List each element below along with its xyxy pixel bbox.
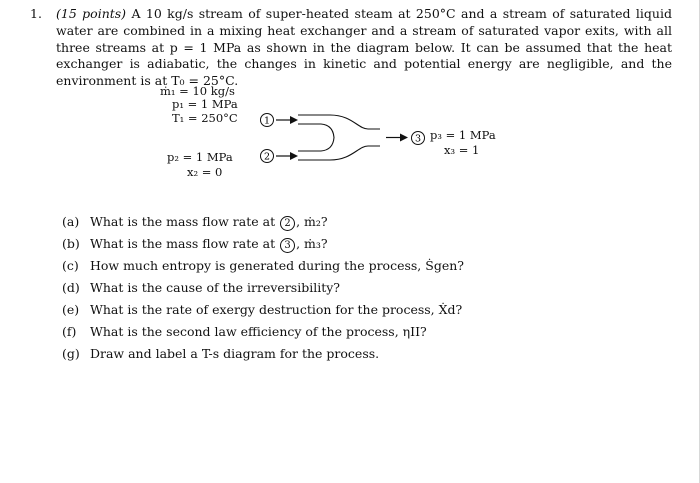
- question-b: [62, 233, 582, 255]
- question-g: [62, 343, 582, 365]
- question-c-tag: (c): [62, 258, 79, 273]
- question-d-text: What is the cause of the irreversibility?: [89, 280, 340, 295]
- question-d: [62, 277, 582, 299]
- stream2-pressure-label: p₂ = 1 MPa: [167, 150, 233, 164]
- question-b-tag: (b): [62, 236, 80, 251]
- question-d-tag: (d): [62, 280, 80, 295]
- question-f-text: What is the second law efficiency of the process, ηII?: [89, 324, 427, 339]
- problem-number: 1.: [30, 6, 42, 21]
- question-g-text: Draw and label a T-s diagram for the process.: [89, 346, 380, 361]
- problem-statement: [32, 6, 672, 90]
- state1-marker-number: 1: [263, 115, 271, 127]
- stream1-mdot-label: ṁ₁ = 10 kg/s: [160, 84, 235, 98]
- question-a-text: What is the mass flow rate at: [89, 214, 276, 229]
- question-e-text: What is the rate of exergy destruction for the process, Ẋd?: [89, 302, 463, 317]
- question-b-tail: , ṁ₃?: [296, 236, 328, 251]
- question-f: [62, 321, 582, 343]
- question-a-tail: , ṁ₂?: [296, 214, 328, 229]
- stream1-temperature-label: T₁ = 250°C: [172, 111, 238, 125]
- inlet2-arrowhead: [290, 152, 298, 160]
- question-c: [62, 255, 582, 277]
- stream2-quality-label: x₂ = 0: [187, 165, 223, 179]
- question-g-tag: (g): [62, 346, 80, 361]
- problem-points: (15 points): [56, 6, 127, 21]
- question-list: [62, 211, 582, 365]
- problem-paragraph: [56, 6, 672, 90]
- stream1-pressure-label: p₁ = 1 MPa: [172, 97, 238, 111]
- question-e-tag: (e): [62, 302, 80, 317]
- stream3-pressure-label: p₃ = 1 MPa: [430, 128, 496, 142]
- question-a-tag: (a): [62, 214, 80, 229]
- outlet-arrowhead: [400, 134, 408, 142]
- inlet1-arrowhead: [290, 116, 298, 124]
- state2-inline-marker: 2: [280, 216, 295, 231]
- state2-marker-number: 2: [263, 151, 271, 163]
- stream3-quality-label: x₃ = 1: [444, 143, 480, 157]
- state3-marker-number: 3: [414, 133, 422, 145]
- question-e: [62, 299, 582, 321]
- mixing-chamber-outline: [298, 115, 380, 160]
- question-b-text: What is the mass flow rate at: [89, 236, 276, 251]
- question-c-text: How much entropy is generated during the process, Ṡgen?: [89, 258, 464, 273]
- question-a: [62, 211, 582, 233]
- mixing-heat-exchanger-diagram: [120, 84, 540, 194]
- diagram-lines: [120, 84, 540, 194]
- question-f-tag: (f): [62, 324, 77, 339]
- problem-text: A 10 kg/s stream of super-heated steam at 250°C and a stream of saturated liquid water are combined in a mixing heat exchanger and a stream of saturated vapor exits, with all three streams at p = 1 MPa as shown in the diagram below. It can be assumed that the heat exchanger is adiabatic, the changes in kinetic and potential energy are negligible, and the environment is at T₀ = 25°C.: [56, 6, 672, 89]
- state3-inline-marker: 3: [280, 238, 295, 253]
